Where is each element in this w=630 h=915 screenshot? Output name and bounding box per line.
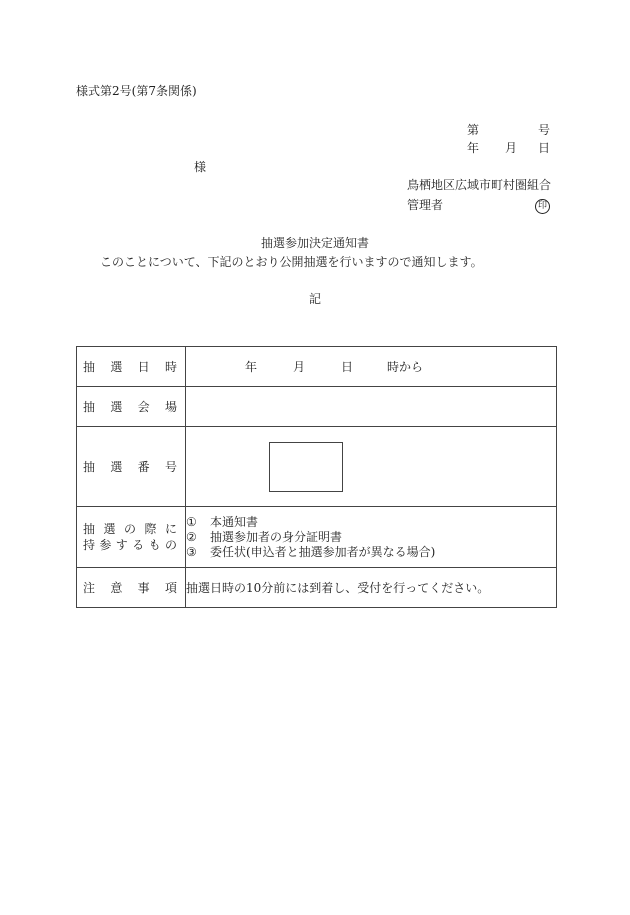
number-label-cell (77, 427, 186, 507)
ki-heading: 記 (308, 292, 321, 306)
form-label: 様式第2号(第7条関係) (76, 84, 197, 98)
lottery-number-box (269, 442, 343, 492)
seal-icon: 印 (535, 199, 550, 214)
venue-value-cell (186, 387, 557, 427)
notes-label-cell (77, 568, 186, 608)
number-prefix: 第 (467, 123, 480, 137)
table-row-date (77, 347, 557, 387)
date-label: 抽 選 日 時 (83, 359, 177, 374)
items-label-cell (77, 507, 186, 568)
notes-value-cell (186, 568, 557, 608)
items-value-cell (186, 507, 557, 568)
lottery-time-from: 時から (387, 359, 424, 374)
details-table (76, 346, 557, 608)
date-day: 日 (538, 141, 551, 155)
seal-mark (535, 197, 550, 214)
number-value-cell (186, 427, 557, 507)
list-item: ① 本通知書 (186, 514, 259, 529)
sender-title: 管理者 (407, 198, 444, 212)
lottery-year: 年 (245, 359, 258, 374)
notes-text: 抽選日時の10分前には到着し、受付を行ってください。 (186, 581, 490, 595)
venue-label-cell (77, 387, 186, 427)
addressee-suffix: 様 (194, 160, 207, 174)
document-title: 抽選参加決定通知書 (260, 236, 369, 250)
lottery-date-fields (186, 360, 556, 374)
items-label-line2: 持 参 す る も の (83, 538, 177, 552)
date-month: 月 (505, 141, 518, 155)
number-label: 抽 選 番 号 (83, 459, 177, 474)
issue-date-line (467, 141, 550, 155)
sender-organization: 鳥栖地区広域市町村圏組合 (407, 178, 552, 192)
table-row-items (77, 507, 557, 568)
table-row-venue (77, 387, 557, 427)
date-year: 年 (467, 141, 480, 155)
number-suffix: 号 (537, 123, 550, 137)
lottery-month: 月 (293, 359, 306, 374)
lottery-day: 日 (341, 359, 354, 374)
date-label-cell (77, 347, 186, 387)
list-item: ② 抽選参加者の身分証明書 (186, 529, 343, 544)
items-label-line1: 抽 選 の 際 に (83, 522, 177, 536)
document-number-line (467, 123, 550, 137)
intro-text: このことについて、下記のとおり公開抽選を行いますので通知します。 (100, 255, 483, 269)
list-item: ③ 委任状(申込者と抽選参加者が異なる場合) (186, 544, 436, 559)
date-value-cell (186, 347, 557, 387)
venue-label: 抽 選 会 場 (83, 399, 177, 414)
notes-label: 注 意 事 項 (83, 580, 177, 595)
table-row-notes (77, 568, 557, 608)
table-row-number (77, 427, 557, 507)
